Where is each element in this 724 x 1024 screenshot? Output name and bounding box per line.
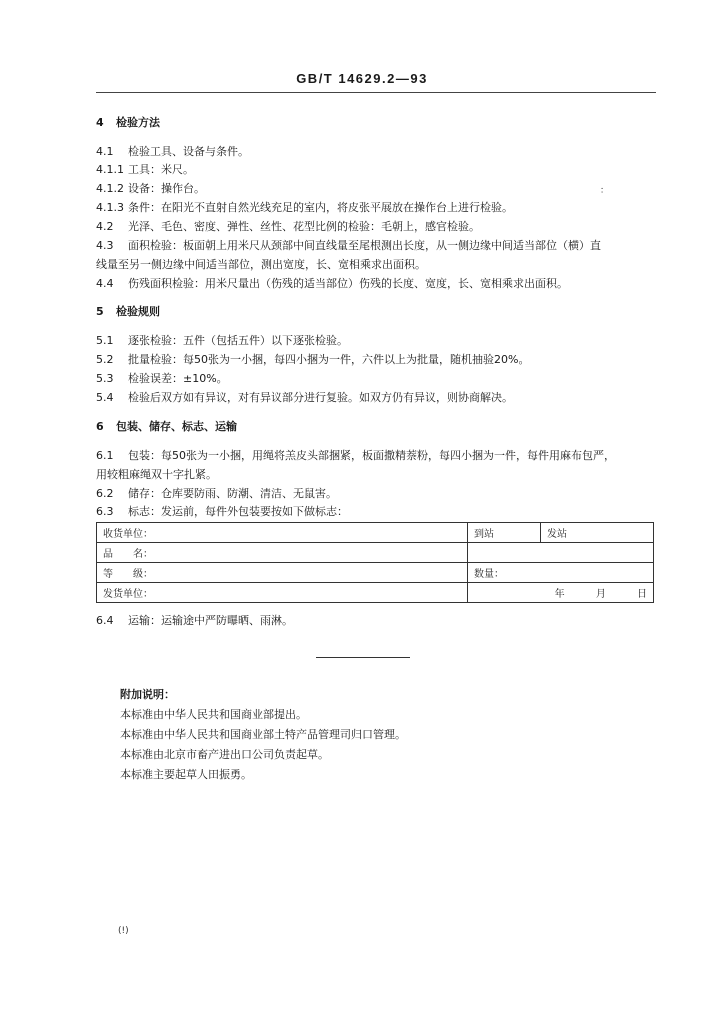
clause-number: 4 (96, 116, 104, 129)
footer-mark: (!) (118, 926, 129, 936)
clause-number: 5.1 (96, 334, 114, 347)
month-label: 月 (595, 589, 606, 600)
clause-number: 6.3 (96, 505, 114, 518)
clause-text: 条件：在阳光不直射自然光线充足的室内，将皮张平展放在操作台上进行检验。 (128, 201, 513, 214)
clause-line (96, 334, 348, 348)
clause-text: 检验后双方如有异议，对有异议部分进行复验。如双方仍有异议，则协商解决。 (128, 391, 513, 404)
note-line: 本标准由中华人民共和国商业部土特产品管理司归口管理。 (120, 728, 406, 741)
sender-cell (97, 583, 468, 603)
clause-text: 包装：每50张为一小捆，用绳将羔皮头部捆紧，板面撒精萘粉，每四小捆为一件，每件用麻布包严， (128, 449, 615, 462)
product-label: 品 名： (103, 549, 153, 560)
note-line: 本标准由北京市畜产进出口公司负责起草。 (120, 748, 329, 761)
product-blank-cell (468, 543, 654, 563)
clause-line (96, 487, 337, 501)
day-label: 日 (637, 589, 647, 600)
clause-number: 5.2 (96, 353, 114, 366)
clause-number: 4.1.3 (96, 201, 124, 214)
from-station-label: 发站 (547, 529, 567, 540)
clause-line (96, 201, 513, 215)
clause-number: 6.2 (96, 487, 114, 500)
clause-text: 检验误差：±10%。 (128, 372, 228, 385)
clause-line (96, 391, 513, 405)
grade-cell (97, 563, 468, 583)
clause-number: 5 (96, 305, 104, 318)
margin-mark: ： (600, 186, 610, 196)
year-label: 年 (554, 589, 565, 600)
clause-text: 工具：米尺。 (128, 163, 194, 176)
from-station-cell (541, 523, 654, 543)
clause-line (96, 449, 615, 463)
notes-title: 附加说明： (120, 688, 175, 701)
clause-text: 包装、储存、标志、运输 (116, 420, 237, 433)
end-rule (316, 657, 410, 658)
product-cell (97, 543, 468, 563)
clause-text: 设备：操作台。 (128, 182, 205, 195)
header-rule (96, 92, 656, 93)
clause-line (96, 258, 426, 272)
clause-text: 批量检验：每50张为一小捆，每四小捆为一件，六件以上为批量，随机抽验20%。 (128, 353, 530, 366)
clause-number: 6 (96, 420, 104, 433)
note-line: 本标准主要起草人田振勇。 (120, 768, 252, 781)
note-line: 本标准由中华人民共和国商业部提出。 (120, 708, 307, 721)
shipping-mark-table (96, 522, 654, 603)
clause-number: 5.3 (96, 372, 114, 385)
clause-text: 检验方法 (116, 116, 160, 129)
to-station-cell (468, 523, 541, 543)
clause-text: 检验规则 (116, 305, 160, 318)
clause-line (96, 145, 249, 159)
clause-text: 线量至另一侧边缘中间适当部位，测出宽度，长、宽相乘求出面积。 (96, 258, 426, 271)
clause-line (96, 220, 480, 234)
section-heading (96, 420, 237, 434)
clause-number: 6.4 (96, 614, 114, 627)
clause-number: 4.4 (96, 277, 114, 290)
clause-text: 储存：仓库要防雨、防潮、清洁、无鼠害。 (128, 487, 337, 500)
clause-text: 伤残面积检验：用米尺量出（伤残的适当部位）伤残的长度、宽度，长、宽相乘求出面积。 (128, 277, 568, 290)
clause-number: 4.1.1 (96, 163, 124, 176)
clause-line (96, 163, 194, 177)
clause-number: 6.1 (96, 449, 114, 462)
section-heading (96, 116, 160, 130)
grade-label: 等 级： (103, 569, 153, 580)
clause-line (96, 239, 601, 253)
clause-line (96, 277, 568, 291)
standard-code-header: GB/T 14629.2—93 (296, 71, 428, 86)
clause-text: 运输：运输途中严防曝晒、雨淋。 (128, 614, 293, 627)
clause-text: 标志：发运前，每件外包装要按如下做标志： (128, 505, 348, 518)
clause-text: 光泽、毛色、密度、弹性、丝性、花型比例的检验：毛朝上，感官检验。 (128, 220, 480, 233)
clause-number: 4.1 (96, 145, 114, 158)
receiver-label: 收货单位： (103, 529, 153, 540)
clause-number: 4.1.2 (96, 182, 124, 195)
clause-number: 5.4 (96, 391, 114, 404)
section-heading (96, 305, 160, 319)
quantity-cell (468, 563, 654, 583)
sender-label: 发货单位： (103, 589, 153, 600)
to-station-label: 到站 (474, 529, 494, 540)
clause-number: 4.2 (96, 220, 114, 233)
quantity-label: 数量： (474, 569, 504, 580)
clause-6-4 (96, 614, 293, 628)
clause-text: 面积检验：板面朝上用米尺从颈部中间直线量至尾根测出长度，从一侧边缘中间适当部位（横）直 (128, 239, 601, 252)
date-cell (468, 583, 654, 603)
clause-text: 用较粗麻绳双十字扎紧。 (96, 468, 217, 481)
clause-line (96, 468, 217, 482)
clause-number: 4.3 (96, 239, 114, 252)
clause-line (96, 505, 348, 519)
clause-text: 检验工具、设备与条件。 (128, 145, 249, 158)
clause-line (96, 182, 205, 196)
clause-text: 逐张检验：五件（包括五件）以下逐张检验。 (128, 334, 348, 347)
clause-line (96, 372, 228, 386)
receiver-cell (97, 523, 468, 543)
clause-line (96, 353, 529, 367)
